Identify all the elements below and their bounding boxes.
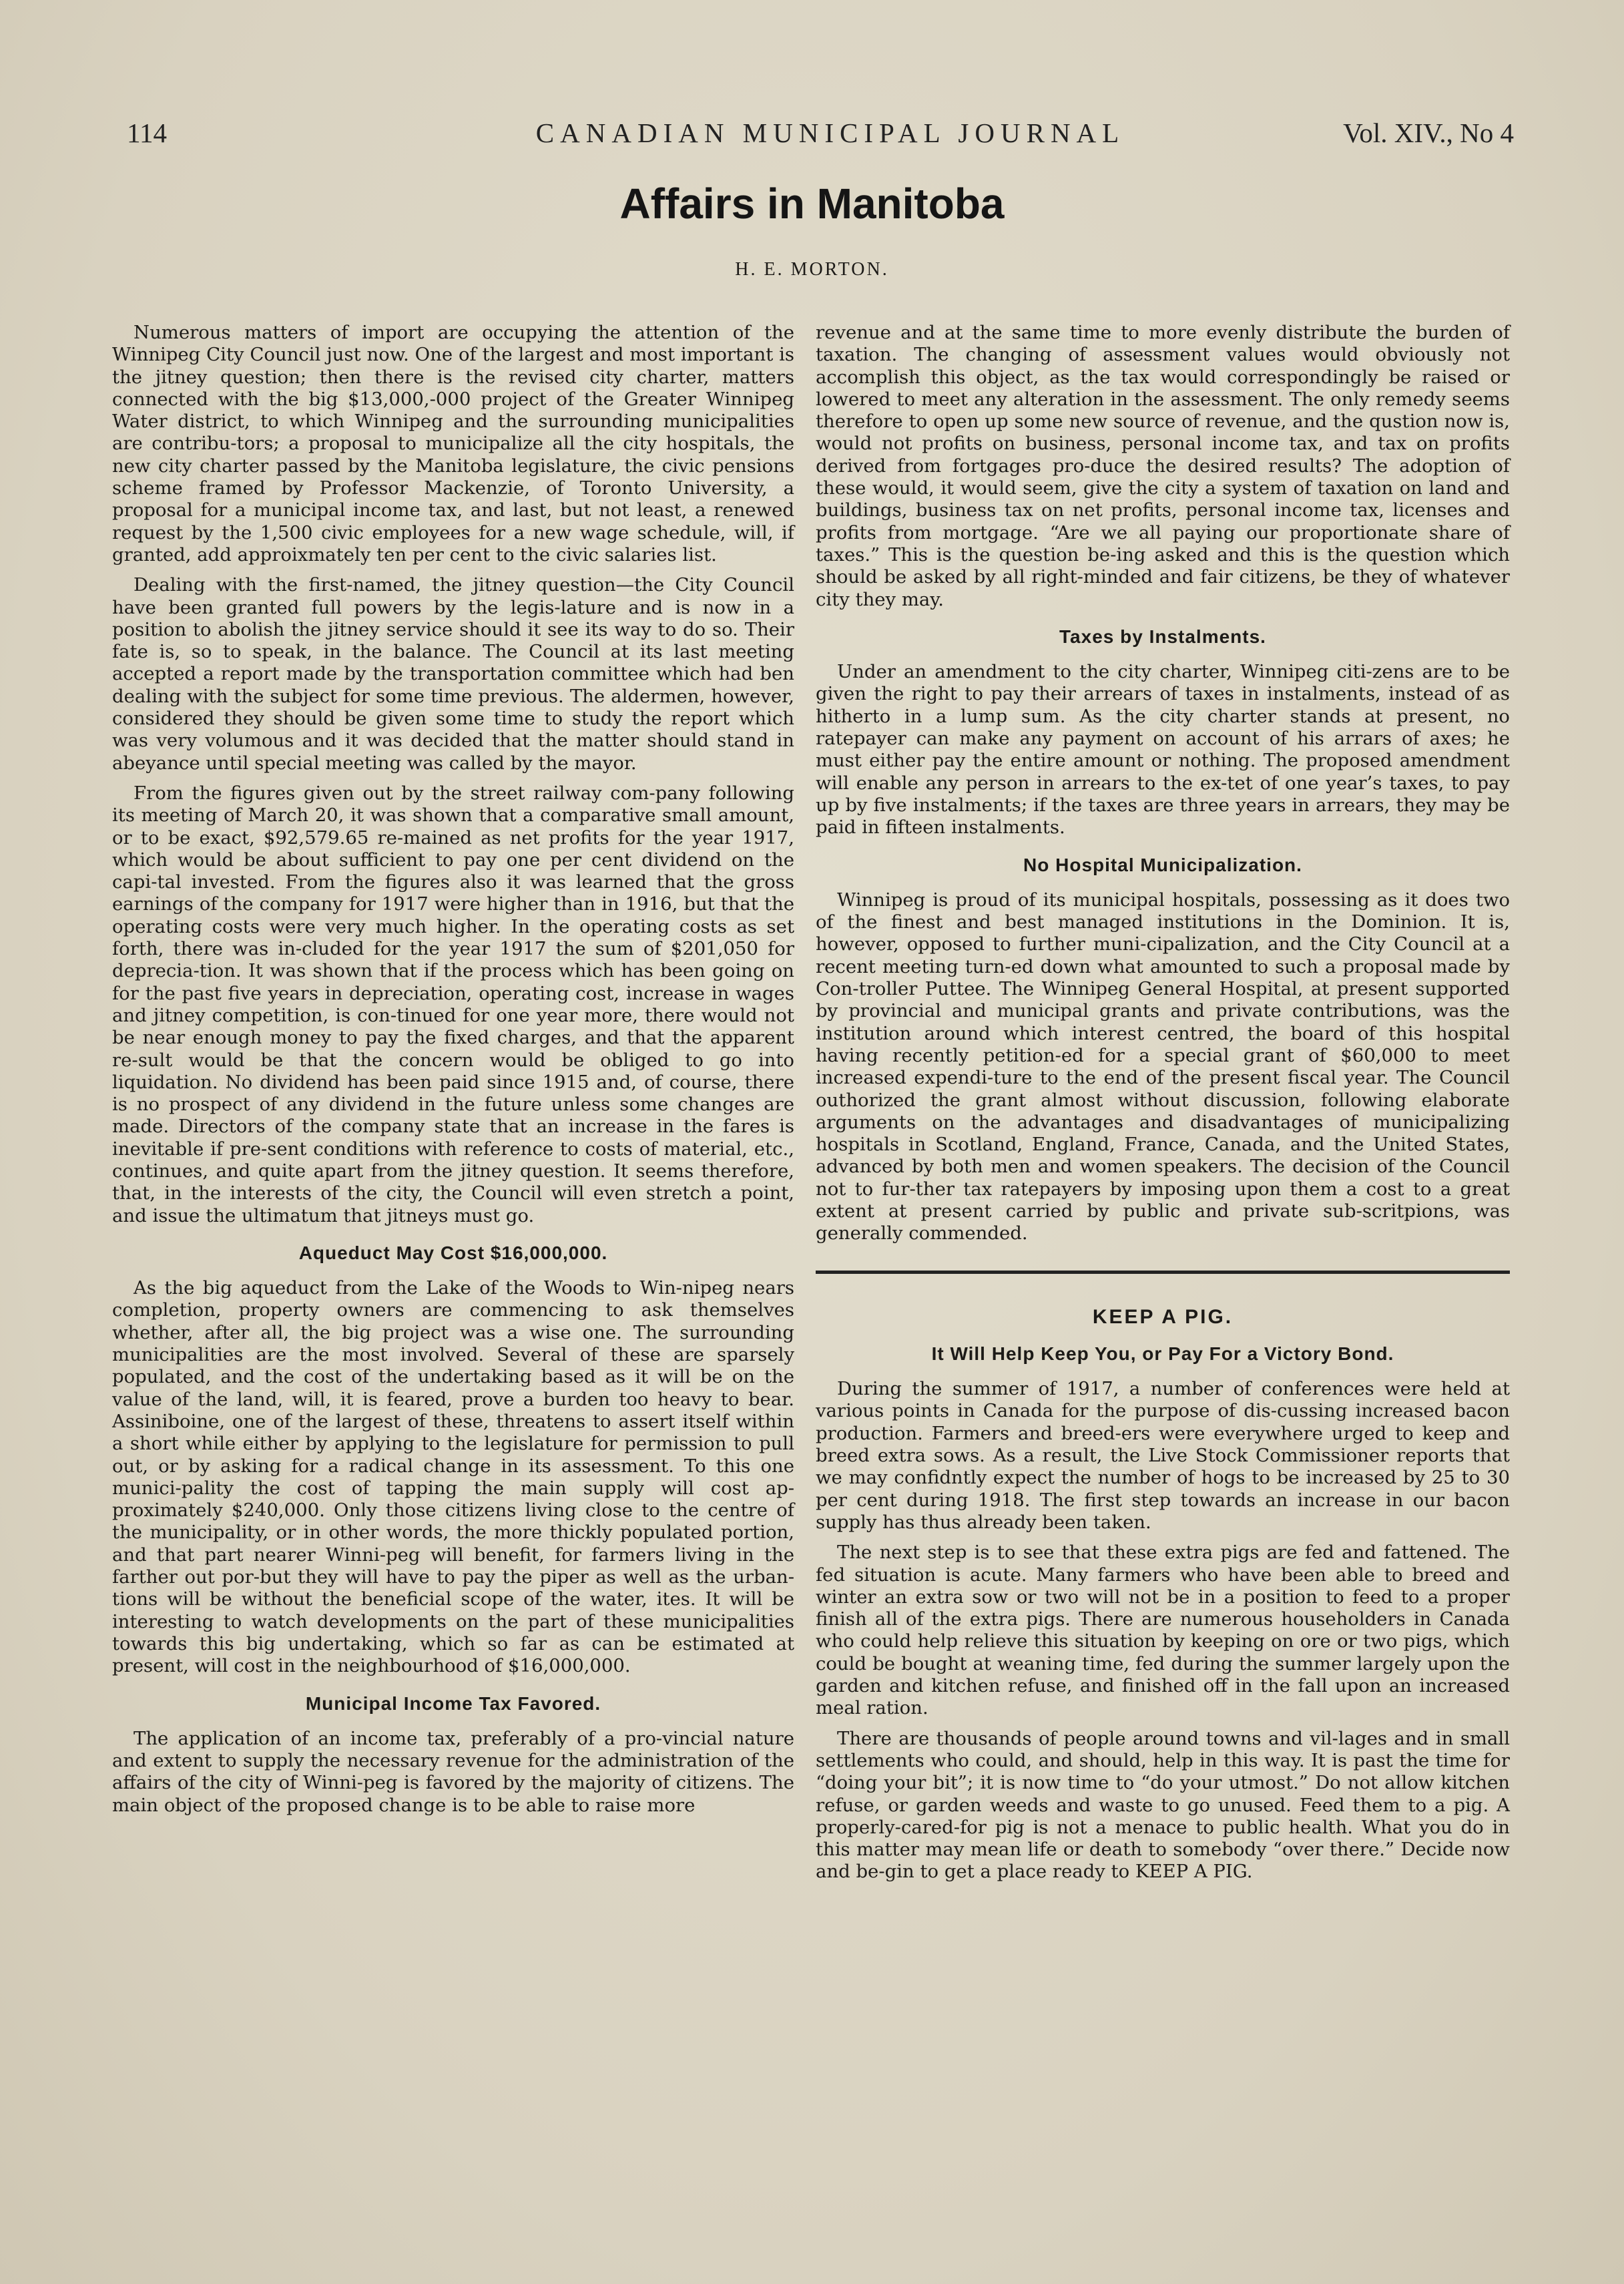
journal-name: CANADIAN MUNICIPAL JOURNAL [535, 118, 1125, 148]
section-heading: Aqueduct May Cost $16,000,000. [298, 1242, 608, 1263]
article-title: Affairs in Manitoba [619, 180, 1005, 228]
paragraph: Numerous matters of import are occupying the attention of the Winnipeg City Council just now. One of the largest and most important is the jitney question; then there is the revised city charter, matters connected with the big $13,000,-000 project of the Greater Winnipeg Water district, to which Winnipeg and the surrounding municipalities are contribu-tors; a proposal to municipalize all the city hospitals, the new city charter passed by the Manitoba legislature, the civic pensions scheme framed by Professor Mackenzie, of Toronto University, a proposal for a municipal income tax, and last, but not least, a renewed request by the 1,500 civic employees for a new wage schedule, will, if granted, add approixmately ten per cent to the civic salaries list. [112, 322, 794, 565]
divider-rule [816, 1271, 1510, 1274]
paragraph: The application of an income tax, preferably of a pro-vincial nature and extent to supply the necessary revenue for the administration of the affairs of the city of Winni-peg is favored by the majority of citizens. The main object of the proposed change is to be able to raise more [112, 1727, 794, 1816]
paragraph: From the figures given out by the street railway com-pany following its meeting of March 20, it was shown that a comparative small amount, or to be exact, $92,579.65 re-mained as net profits for the year 1917, which would be about sufficient to pay one per cent dividend on the capi-tal invested. From the figures also it was learned that the gross earnings of the company for 1917 were higher than in 1916, but that the operating costs were very much higher. In the operating costs as set forth, there was in-cluded for the year 1917 the sum of $201,050 for deprecia-tion. It was shown that if the process which has been going on for the past five years in depreciation, operating cost, increase in wages and jitney competition, is con-tinued for one year more, there would not be near enough money to pay the fixed charges, and that the apparent re-sult would be that the concern would be obliged to go into liquidation. No dividend has been paid since 1915 and, of course, there is no prospect of any dividend in the future unless some changes are made. Directors of the company state that an increase in the fares is inevitable if pre-sent conditions with reference to costs of material, etc., continues, and quite apart from the jitney question. It seems therefore, that, in the interests of the city, the Council will even stretch a point, and issue the ultimatum that jitneys must go. [112, 782, 794, 1226]
paragraph: Under an amendment to the city charter, Winnipeg citi-zens are to be given the right to pay their arrears of taxes in instalments, instead of as hitherto in a lump sum. As the city charter stands at present, no ratepayer can make any payment on account of his arrars of axes; he must either pay the entire amount or nothing. The proposed amendment will enable any person in arrears to the ex-tet of one year’s taxes, to pay up by five instalments; if the taxes are three years in arrears, they may be paid in fifteen instalments. [816, 661, 1510, 839]
section-heading: Municipal Income Tax Favored. [305, 1692, 601, 1714]
article-byline: H. E. MORTON. [735, 259, 889, 280]
section-heading: No Hospital Municipalization. [1023, 854, 1302, 875]
paragraph: The next step is to see that these extra pigs are fed and fattened. The fed situation is acute. Many farmers who have been able to breed and winter an extra sow or two will not be in a position to feed to a proper finish all of the extra pigs. There are numerous householders in Canada who could help relieve this situation by keeping on ore or two pigs, which could be bought at weaning time, fed during the summer largely upon the garden and kitchen refuse, and finished off in the fall upon an increased meal ration. [816, 1542, 1510, 1719]
section-heading: Taxes by Instalments. [1059, 626, 1266, 647]
page-header [127, 117, 1514, 157]
paragraph: revenue and at the same time to more evenly distribute the burden of taxation. The changing of assessment values would obviously not accomplish this object, as the tax would correspondingly be raised or lowered to meet any alteration in the assessment. The only remedy seems therefore to open up some new source of revenue, and the qustion now is, would not profits on business, personal income tax, and tax on profits derived from fortgages pro-duce the desired results? The adoption of these would, it would seem, give the city a system of taxation on land and buildings, business tax on net profits, personal income tax, licenses and profits from mortgage. “Are we all paying our proportionate share of taxes.” This is the question be-ing asked and this is the question which should be asked by all right-minded and fair citizens, be they of whatever city they may. [816, 322, 1510, 610]
section-subheading: It Will Help Keep You, or Pay For a Victory Bond. [931, 1343, 1394, 1364]
paragraph: As the big aqueduct from the Lake of the Woods to Win-nipeg nears completion, property owners are commencing to ask themselves whether, after all, the big project was a wise one. The surrounding municipalities are the most involved. Several of these are sparsely populated, and the cost of the undertaking based as it will be on the value of the land, will, it is feared, prove a burden too heavy to bear. Assiniboine, one of the largest of these, threatens to assert itself within a short while either by applying to the legislature for permission to pull out, or by asking for a radical change in its assessment. To this one munici-pality the cost of tapping the main supply will cost ap-proximately $240,000. Only those citizens living close to the centre of the municipality, or in other words, the more thickly populated portion, and that part nearer Winni-peg will benefit, for farmers living in the farther out por-but they will have to pay the piper as well as the urban-tions will be without the beneficial scope of the water, ites. It will be interesting to watch developments on the part of these municipalities towards this big undertaking, which so far as can be estimated at present, will cost in the neighbourhood of $16,000,000. [112, 1277, 794, 1677]
paragraph: Winnipeg is proud of its municipal hospitals, possessing as it does two of the finest and best managed institutions in the Dominion. It is, however, opposed to further muni-cipalization, and the City Council at a recent meeting turn-ed down what amounted to such a proposal made by Con-troller Puttee. The Winnipeg General Hospital, at present supported by provincial and municipal grants and private contributions, was the institution around which interest centred, the board of this hospital having recently petition-ed for a special grant of $60,000 to meet increased expendi-ture to the end of the present fiscal year. The Council outhorized the grant almost without discussion, following elaborate arguments on the advantages and disadvantages of municipalizing hospitals in Scotland, England, France, Canada, and the United States, advanced by both men and women speakers. The decision of the Council not to fur-ther tax ratepayers by imposing upon them a cost to a great extent at present carried by public and private sub-scritpions, was generally commended. [816, 889, 1510, 1244]
right-column [816, 322, 1510, 1891]
page-number: 114 [127, 118, 167, 148]
section-heading: KEEP A PIG. [1092, 1305, 1234, 1328]
paragraph: There are thousands of people around towns and vil-lages and in small settlements who could, and should, help in this way. It is past the time for “doing your bit”; it is now time to “do your utmost.” Do not allow kitchen refuse, or garden weeds and waste to go unused. Feed them to a pig. A properly-cared-for pig is not a menace to public health. What you do in this matter may mean life or death to somebody “over there.” Decide now and be-gin to get a place ready to KEEP A PIG. [816, 1727, 1510, 1883]
volume-number: Vol. XIV., No 4 [1343, 118, 1514, 148]
paragraph: During the summer of 1917, a number of conferences were held at various points in Canada for the purpose of dis-cussing increased bacon production. Farmers and breed-ers were everywhere urged to keep and breed extra sows. As a result, the Live Stock Commissioner reports that we may confidntly expect the number of hogs to be increased by 25 to 30 per cent during 1918. The first step towards an increase in our bacon supply has thus already been taken. [816, 1378, 1510, 1533]
paragraph: Dealing with the first-named, the jitney question—the City Council have been granted full powers by the legis-lature and is now in a position to abolish the jitney service should it see its way to do so. Their fate is, so to speak, in the balance. The Council at its last meeting accepted a report made by the transportation committee which had ben dealing with the subject for some time previous. The aldermen, however, considered they should be given some time to study the report which was very volumous and it was decided that the matter should stand in abeyance until special meeting was called by the mayor. [112, 574, 794, 774]
left-column [112, 322, 794, 1825]
